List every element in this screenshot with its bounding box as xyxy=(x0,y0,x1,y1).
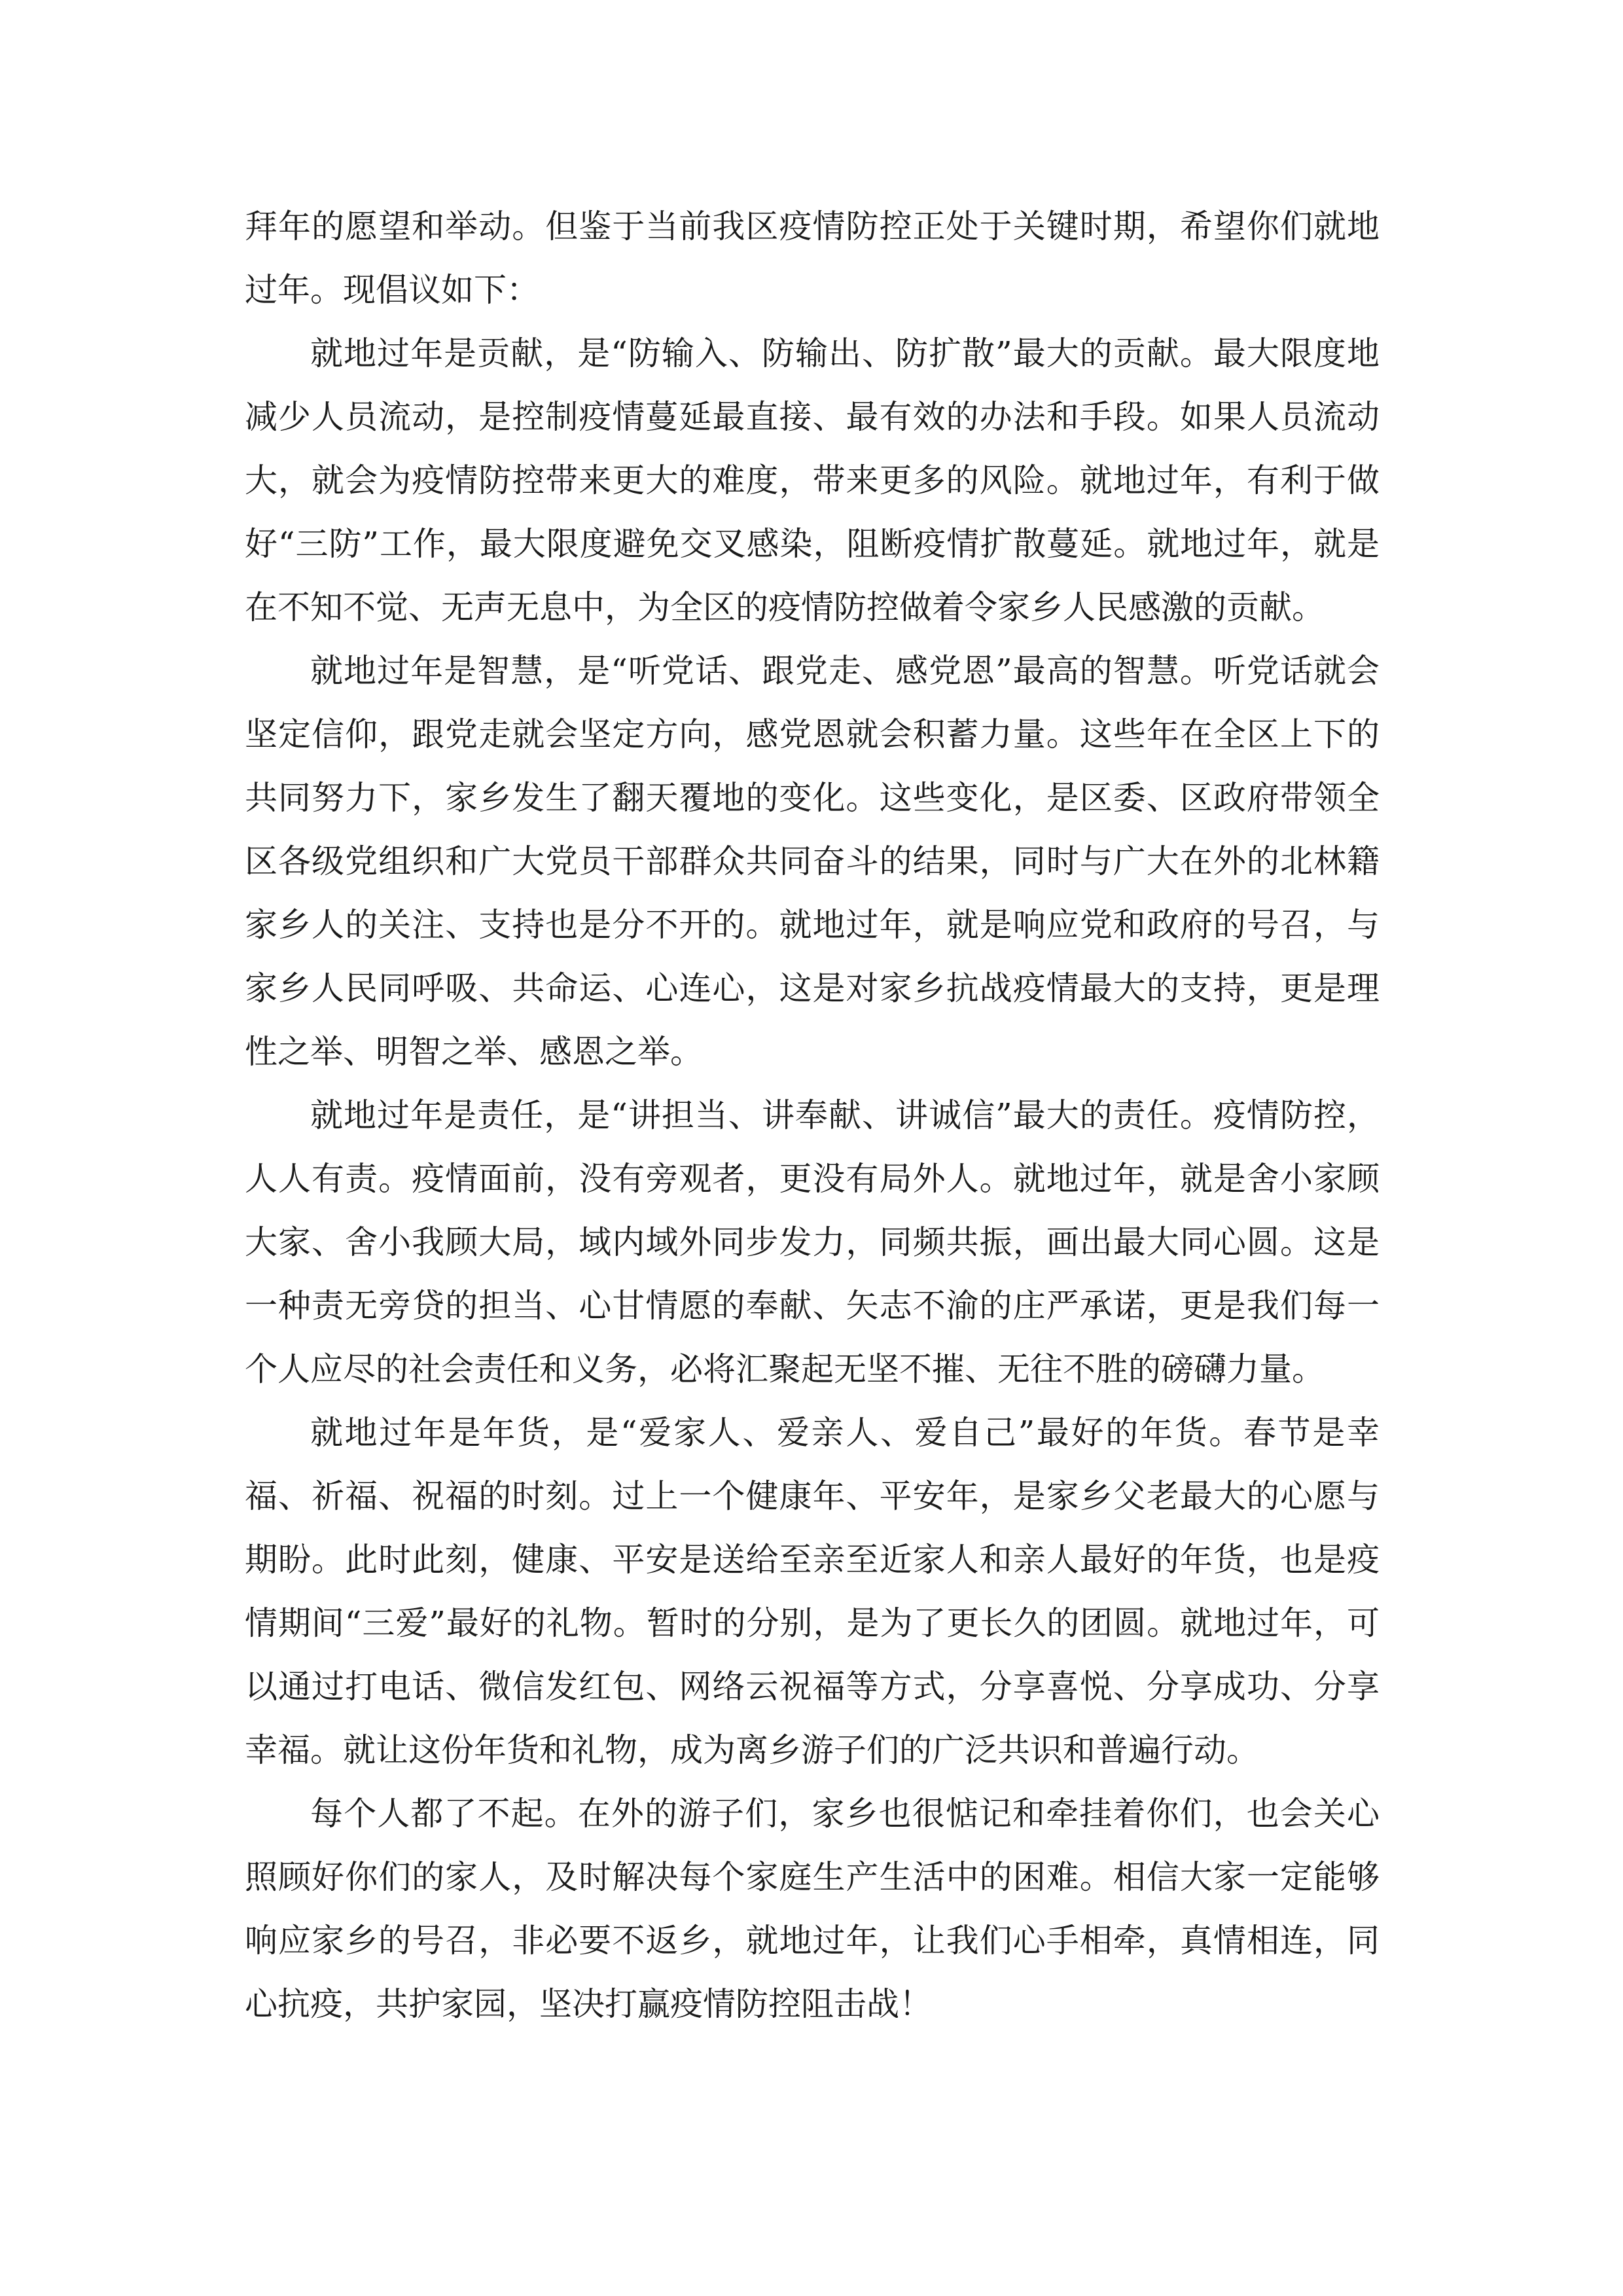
paragraph-1: 拜年的愿望和举动。但鉴于当前我区疫情防控正处于关键时期，希望你们就地过年。现倡议如下： xyxy=(245,207,1380,309)
paragraph-3: 就地过年是智慧，是“听党话、跟党走、感党恩”最高的智慧。听党话就会坚定信仰，跟党走就会坚定方向，感党恩就会积蓄力量。这些年在全区上下的共同努力下，家乡发生了翻天覆地的变化。这些变化，是区委、区政府带领全区各级党组织和广大党员干部群众共同奋斗的结果，同时与广大在外的北林籍家乡人的关注、支持也是分不开的。就地过年，就是响应党和政府的号召，与家乡人民同呼吸、共命运、心连心，这是对家乡抗战疫情最大的支持，更是理性之举、明智之举、感恩之举。 xyxy=(245,652,1380,1071)
paragraph-2: 就地过年是贡献，是“防输入、防输出、防扩散”最大的贡献。最大限度地减少人员流动，是控制疫情蔓延最直接、最有效的办法和手段。如果人员流动大，就会为疫情防控带来更大的难度，带来更多的风险。就地过年，有利于做好“三防”工作，最大限度避免交叉感染，阻断疫情扩散蔓延。就地过年，就是在不知不觉、无声无息中，为全区的疫情防控做着令家乡人民感激的贡献。 xyxy=(245,334,1380,626)
paragraph-4: 就地过年是责任，是“讲担当、讲奉献、讲诚信”最大的责任。疫情防控，人人有责。疫情面前，没有旁观者，更没有局外人。就地过年，就是舍小家顾大家、舍小我顾大局，域内域外同步发力，同频共振，画出最大同心圆。这是一种责无旁贷的担当、心甘情愿的奉献、矢志不渝的庄严承诺，更是我们每一个人应尽的社会责任和义务，必将汇聚起无坚不摧、无往不胜的磅礴力量。 xyxy=(245,1096,1380,1388)
paragraph-6: 每个人都了不起。在外的游子们，家乡也很惦记和牵挂着你们，也会关心照顾好你们的家人，及时解决每个家庭生产生活中的困难。相信大家一定能够响应家乡的号召，非必要不返乡，就地过年，让我们心手相牵，真情相连，同心抗疫，共护家园，坚决打赢疫情防控阻击战！ xyxy=(245,1795,1380,2023)
document-body xyxy=(245,195,1380,2036)
paragraph-5: 就地过年是年货，是“爱家人、爱亲人、爱自己”最好的年货。春节是幸福、祈福、祝福的时刻。过上一个健康年、平安年，是家乡父老最大的心愿与期盼。此时此刻，健康、平安是送给至亲至近家人和亲人最好的年货，也是疫情期间“三爱”最好的礼物。暂时的分别，是为了更长久的团圆。就地过年，可以通过打电话、微信发红包、网络云祝福等方式，分享喜悦、分享成功、分享幸福。就让这份年货和礼物，成为离乡游子们的广泛共识和普遍行动。 xyxy=(245,1414,1380,1769)
